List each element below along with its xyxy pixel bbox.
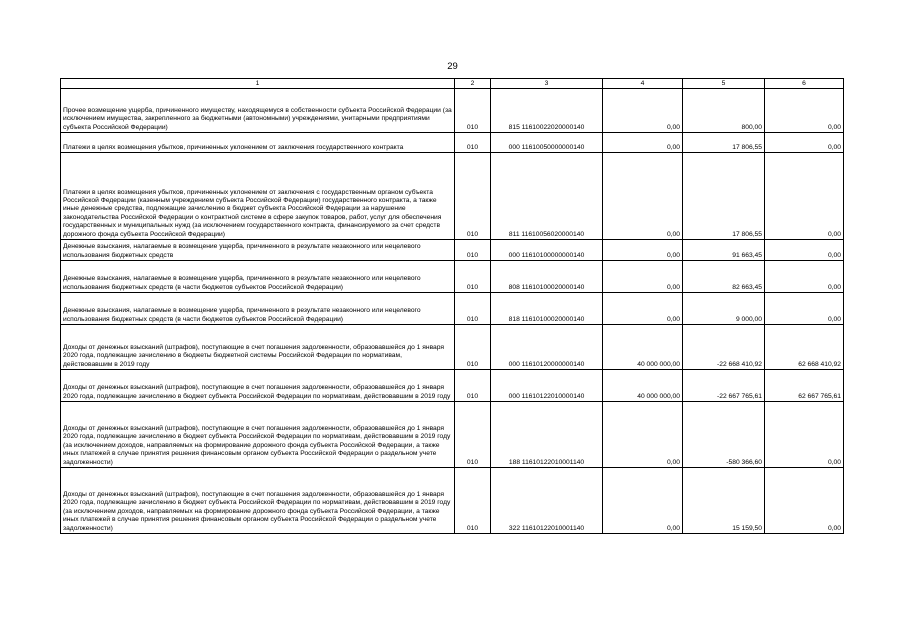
- row-budget-code: 000 11610100000000140: [491, 240, 603, 261]
- row-approved: 0,00: [603, 293, 683, 325]
- row-budget-code: 808 11610100020000140: [491, 261, 603, 293]
- row-budget-code: 818 11610100020000140: [491, 293, 603, 325]
- row-line-code: 010: [455, 89, 491, 133]
- row-description: Денежные взыскания, налагаемые в возмещение ущерба, причиненного в результате незаконного или нецелевого использования бюджетных средств (в части бюджетов субъектов Российской Федерации): [61, 293, 455, 325]
- row-description: Платежи в целях возмещения убытков, причиненных уклонением от заключения государственного контракта: [61, 133, 455, 153]
- table-row: [61, 261, 844, 293]
- row-executed: 17 806,55: [683, 133, 765, 153]
- table-row: [61, 325, 844, 370]
- column-header-2: 2: [455, 79, 491, 89]
- table-row: [61, 293, 844, 325]
- row-executed: 800,00: [683, 89, 765, 133]
- row-executed: 17 806,55: [683, 153, 765, 240]
- row-budget-code: 000 11610050000000140: [491, 133, 603, 153]
- row-budget-code: 811 11610056020000140: [491, 153, 603, 240]
- row-line-code: 010: [455, 153, 491, 240]
- page-number: 29: [447, 61, 458, 72]
- row-line-code: 010: [455, 133, 491, 153]
- row-description: Платежи в целях возмещения убытков, причиненных уклонением от заключения с государственным органом субъекта Российской Федерации (казенным учреждением субъекта Российской Федерации) государственного контракта, а также иные денежные средства, подлежащие зачислению в бюджет субъекта Российской Федерации за нарушение законодательства Российской Федерации о контрактной системе в сфере закупок товаров, работ, услуг для обеспечения государственных и муниципальных нужд (за исключением государственного контракта, финансируемого за счет средств дорожного фонда субъекта Российской Федерации): [61, 153, 455, 240]
- row-description: Денежные взыскания, налагаемые в возмещение ущерба, причиненного в результате незаконного или нецелевого использования бюджетных средств: [61, 240, 455, 261]
- row-unexecuted: 0,00: [765, 89, 844, 133]
- revenue-table: [60, 78, 844, 534]
- row-unexecuted: 62 668 410,92: [765, 325, 844, 370]
- row-line-code: 010: [455, 240, 491, 261]
- row-unexecuted: 0,00: [765, 133, 844, 153]
- row-description: Денежные взыскания, налагаемые в возмещение ущерба, причиненного в результате незаконного или нецелевого использования бюджетных средств (в части бюджетов субъектов Российской Федерации): [61, 261, 455, 293]
- row-approved: 0,00: [603, 133, 683, 153]
- row-unexecuted: 62 667 765,61: [765, 370, 844, 402]
- row-approved: 0,00: [603, 261, 683, 293]
- row-budget-code: 188 11610122010001140: [491, 402, 603, 468]
- row-unexecuted: 0,00: [765, 402, 844, 468]
- row-executed: -22 668 410,92: [683, 325, 765, 370]
- row-line-code: 010: [455, 402, 491, 468]
- row-description: Прочее возмещение ущерба, причиненного имуществу, находящемуся в собственности субъекта Российской Федерации (за исключением имущества, закрепленного за бюджетными (автономными) учреждениями, унитарными предприятиями субъекта Российской Федерации): [61, 89, 455, 133]
- row-executed: 15 159,50: [683, 468, 765, 534]
- row-approved: 0,00: [603, 240, 683, 261]
- row-line-code: 010: [455, 261, 491, 293]
- row-unexecuted: 0,00: [765, 153, 844, 240]
- row-executed: 9 000,00: [683, 293, 765, 325]
- row-budget-code: 815 11610022020000140: [491, 89, 603, 133]
- table-row: [61, 370, 844, 402]
- row-approved: 40 000 000,00: [603, 370, 683, 402]
- column-header-1: 1: [61, 79, 455, 89]
- column-header-6: 6: [765, 79, 844, 89]
- row-unexecuted: 0,00: [765, 293, 844, 325]
- row-budget-code: 000 11610122010000140: [491, 370, 603, 402]
- table-header-row: [61, 79, 844, 89]
- table-row: [61, 133, 844, 153]
- table-row: [61, 468, 844, 534]
- row-unexecuted: 0,00: [765, 261, 844, 293]
- table-row: [61, 402, 844, 468]
- row-approved: 0,00: [603, 468, 683, 534]
- row-approved: 40 000 000,00: [603, 325, 683, 370]
- row-unexecuted: 0,00: [765, 240, 844, 261]
- row-approved: 0,00: [603, 402, 683, 468]
- table-row: [61, 153, 844, 240]
- row-approved: 0,00: [603, 89, 683, 133]
- row-budget-code: 322 11610122010001140: [491, 468, 603, 534]
- row-budget-code: 000 11610120000000140: [491, 325, 603, 370]
- row-executed: -22 667 765,61: [683, 370, 765, 402]
- row-line-code: 010: [455, 468, 491, 534]
- column-header-5: 5: [683, 79, 765, 89]
- row-description: Доходы от денежных взысканий (штрафов), поступающие в счет погашения задолженности, образовавшейся до 1 января 2020 года, подлежащие зачислению в бюджет субъекта Российской Федерации по нормативам, действовавшим в 2019 году (за исключением доходов, направляемых на формирование дорожного фонда субъекта Российской Федерации, а также иных платежей в случае принятия решения финансовым органом субъекта Российской Федерации о раздельном учете задолженности): [61, 402, 455, 468]
- row-line-code: 010: [455, 293, 491, 325]
- row-executed: 82 663,45: [683, 261, 765, 293]
- row-approved: 0,00: [603, 153, 683, 240]
- row-executed: -580 366,60: [683, 402, 765, 468]
- row-description: Доходы от денежных взысканий (штрафов), поступающие в счет погашения задолженности, образовавшейся до 1 января 2020 года, подлежащие зачислению в бюджеты бюджетной системы Российской Федерации по нормативам, действовавшим в 2019 году: [61, 325, 455, 370]
- table-row: [61, 240, 844, 261]
- table-row: [61, 89, 844, 133]
- row-executed: 91 663,45: [683, 240, 765, 261]
- row-description: Доходы от денежных взысканий (штрафов), поступающие в счет погашения задолженности, образовавшейся до 1 января 2020 года, подлежащие зачислению в бюджет субъекта Российской Федерации по нормативам, действовавшим в 2019 году (за исключением доходов, направляемых на формирование дорожного фонда субъекта Российской Федерации, а также иных платежей в случае принятия решения финансовым органом субъекта Российской Федерации о раздельном учете задолженности): [61, 468, 455, 534]
- column-header-4: 4: [603, 79, 683, 89]
- row-unexecuted: 0,00: [765, 468, 844, 534]
- row-description: Доходы от денежных взысканий (штрафов), поступающие в счет погашения задолженности, образовавшейся до 1 января 2020 года, подлежащие зачислению в бюджет субъекта Российской Федерации по нормативам, действовавшим в 2019 году: [61, 370, 455, 402]
- column-header-3: 3: [491, 79, 603, 89]
- row-line-code: 010: [455, 325, 491, 370]
- row-line-code: 010: [455, 370, 491, 402]
